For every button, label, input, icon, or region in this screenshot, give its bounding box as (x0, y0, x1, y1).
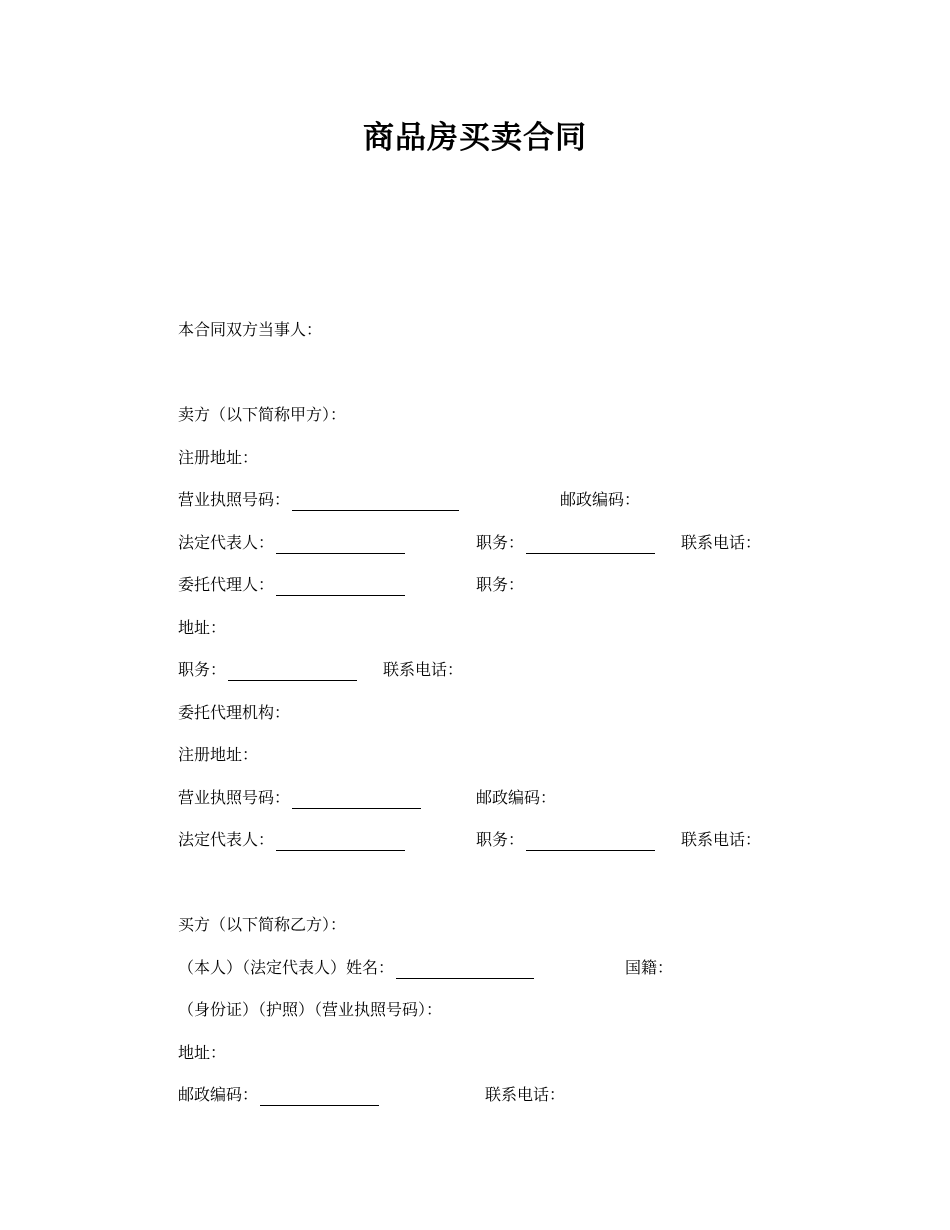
agency-position-blank[interactable] (526, 833, 655, 851)
agency-license-field (178, 787, 421, 809)
seller-phone2-label: 联系电话： (383, 660, 464, 679)
seller-license-label: 营业执照号码： (178, 490, 291, 509)
agency-legal-rep-label: 法定代表人： (178, 830, 275, 849)
seller-postcode-label: 邮政编码： (560, 490, 641, 509)
seller-reg-address-label: 注册地址： (178, 448, 259, 467)
seller-address-label: 地址： (178, 618, 227, 637)
seller-agent-blank[interactable] (276, 578, 405, 596)
buyer-name-field (178, 957, 534, 979)
agency-phone-label: 联系电话： (681, 830, 762, 849)
seller-agent-position-label: 职务： (476, 575, 525, 594)
agency-reg-address-label: 注册地址： (178, 745, 259, 764)
buyer-name-label: （本人）（法定代表人）姓名： (178, 958, 395, 977)
buyer-name-blank[interactable] (396, 961, 534, 979)
buyer-address-label: 地址： (178, 1043, 227, 1062)
agency-license-label: 营业执照号码： (178, 788, 291, 807)
agency-position-label: 职务： (476, 830, 525, 849)
buyer-postcode-label: 邮政编码： (178, 1085, 259, 1104)
buyer-heading-text: 买方（以下简称乙方）： (178, 915, 347, 934)
seller-position-blank[interactable] (526, 536, 655, 554)
seller-position-label: 职务： (476, 533, 525, 552)
buyer-address-line (178, 1042, 226, 1064)
page-title: 商品房买卖合同 (363, 120, 587, 156)
seller-legal-rep-field (178, 532, 405, 554)
agency-legal-rep-blank[interactable] (276, 833, 405, 851)
agency-license-blank[interactable] (292, 791, 421, 809)
seller-license-field (178, 489, 459, 511)
buyer-id-line (178, 999, 442, 1021)
agency-position-field (476, 829, 655, 851)
agency-reg-address-line (178, 744, 258, 766)
seller-license-blank[interactable] (292, 493, 459, 511)
buyer-postcode-blank[interactable] (260, 1088, 379, 1106)
agency-legal-rep-field (178, 829, 405, 851)
buyer-heading (178, 914, 346, 936)
seller-reg-address-line (178, 447, 258, 469)
buyer-phone-label: 联系电话： (485, 1085, 566, 1104)
seller-legal-rep-label: 法定代表人： (178, 533, 275, 552)
seller-address-line (178, 617, 226, 639)
seller-heading (178, 404, 346, 426)
agency-heading-text: 委托代理机构： (178, 703, 291, 722)
seller-legal-rep-blank[interactable] (276, 536, 405, 554)
seller-position2-label: 职务： (178, 660, 227, 679)
seller-phone-label: 联系电话： (681, 533, 762, 552)
seller-position2-field (178, 659, 357, 681)
seller-position-field (476, 532, 655, 554)
seller-heading-text: 卖方（以下简称甲方）： (178, 405, 347, 424)
intro-line (178, 319, 322, 341)
agency-postcode-label: 邮政编码： (476, 788, 557, 807)
seller-agent-field (178, 574, 405, 596)
buyer-postcode-field (178, 1084, 379, 1106)
seller-agent-label: 委托代理人： (178, 575, 275, 594)
buyer-nationality-label: 国籍： (625, 958, 674, 977)
buyer-id-label: （身份证）（护照）（营业执照号码）： (178, 1000, 443, 1019)
intro-text: 本合同双方当事人： (178, 320, 323, 339)
seller-position2-blank[interactable] (228, 663, 357, 681)
agency-heading (178, 702, 290, 724)
